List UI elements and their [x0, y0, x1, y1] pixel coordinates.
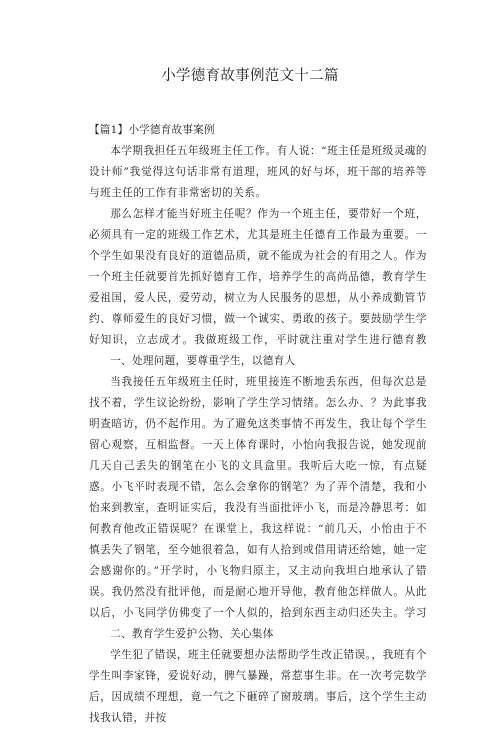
paragraph-how-to-be-teacher: 那么怎样才能当好班主任呢？作为一个班主任，要带好一个班，必须具有一定的班级工作艺术，尤其是班主任德育工作最为重要。一个学生如果没有良好的道德品质，就不能成为社会的有用之人。作为一个班主任就要首先抓好德育工作，培养学生的高尚品德，教育学生爱祖国，爱人民，爱劳动，树立为人民服务的思想，从小养成勤管节约、尊师爱生的良好习惯，做一个诚实、勇敢的孩子。要鼓励学生学好知识，立志成才。我做班级工作，平时就注重对学生进行德育教 [89, 208, 427, 346]
section-heading: 【篇1】小学德育故事案例 [89, 124, 215, 136]
paragraph-intro: 本学期我担任五年级班主任工作。有人说：“班主任是班级灵魂的设计师”我觉得这句话非常有道理，班风的好与坏，班干部的培养等与班主任的工作有非常密切的关系。 [89, 145, 427, 199]
paragraph-story-lijiafeng: 学生犯了错误，班主任就要想办法帮助学生改正错误。，我班有个学生叫李家锋，爱说好动，脾气暴躁，常惹事生非。在一次考完数学后，因成绩不理想，竟一气之下砸碎了窗玻璃。事后，这个学生主动找我认错，并按 [89, 649, 427, 724]
subheading-two: 二、教育学生爱护公物、关心集体 [110, 628, 274, 640]
document-body [89, 120, 427, 729]
paragraph-story-xiaofei: 当我接任五年级班主任时，班里接连不断地丢东西，但每次总是找不着，学生议论纷纷，影响了学生学习情绪。怎么办、？为此事我明查暗访，仍不起作用。为了避免这类事情不再发生，我让每个学生留心观察，互相监督。一天上体育课时，小怡向我报告说，她发现前几天自己丢失的钢笔在小飞的文具盒里。我听后大吃一惊，有点疑惑。小飞平时表现不错，怎么会拿你的钢笔？为了弄个清楚，我和小怡来到教室，查明证实后，我没有当面批评小飞，而是冷静思考：如何教育他改正错误呢？在课堂上，我这样说：“前几天，小怡由于不慎丢失了钢笔，至今她很着急，如有人拾到或借用请还给她，她一定会感谢你的。”开学时，小飞物归原主，又主动向我坦白地承认了错误。我仍然没有批评他，而是耐心地开导他，教育他怎样做人。从此以后，小飞同学仿佛变了一个人似的，拾到东西主动归还失主。学习 [89, 376, 427, 619]
document-title: 小学德育故事例范文十二篇 [161, 68, 339, 84]
subheading-one: 一、处理问题，要尊重学生，以德育人 [110, 355, 296, 367]
